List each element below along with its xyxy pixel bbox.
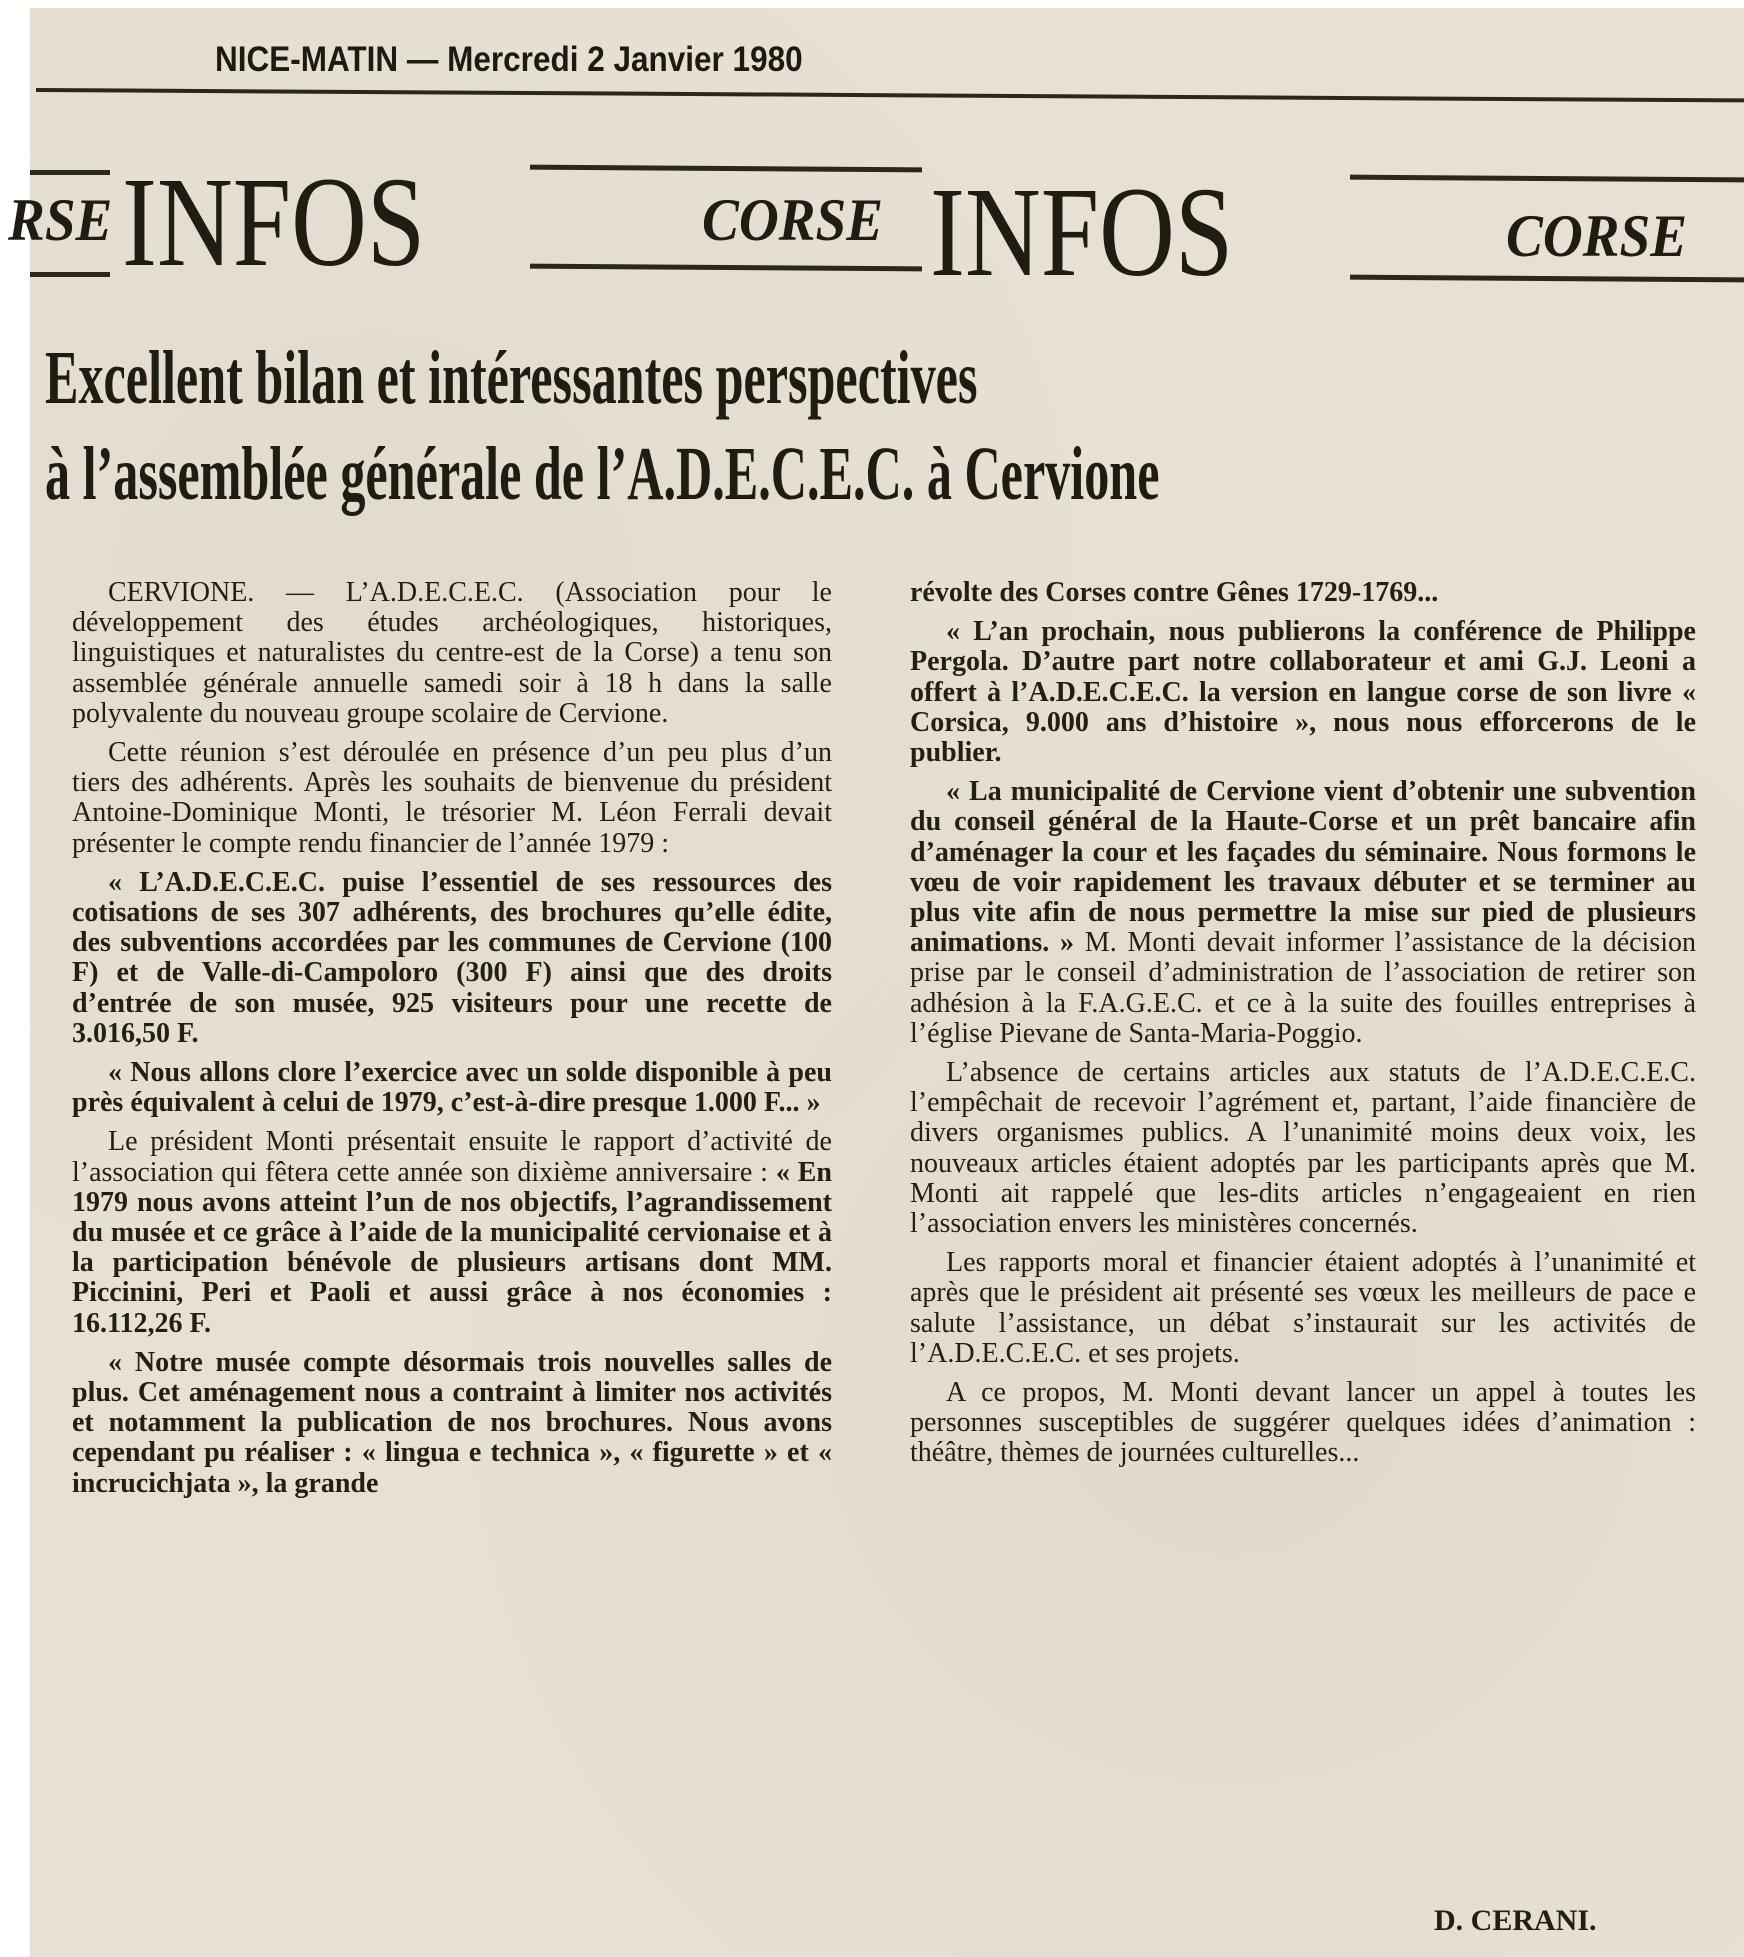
paragraph: A ce propos, M. Monti devant lancer un appel à toutes les personnes susceptibles de suggérer quelques idées d’animation : théâtre, thèmes de journées culturelles... bbox=[910, 1377, 1696, 1469]
paragraph-text: Le président Monti présentait ensuite le rapport d’activité de l’association qui fêtera cette année son dixième anniversaire : bbox=[72, 1126, 832, 1188]
banner-rule bbox=[530, 165, 922, 173]
paragraph bbox=[72, 1127, 832, 1338]
headline-line-2: à l’assemblée générale de l’A.D.E.C.E.C. à Cervione bbox=[45, 432, 1160, 516]
headline-line-1: Excellent bilan et intéressantes perspectives bbox=[45, 336, 978, 420]
article-column-right bbox=[910, 578, 1696, 1478]
paragraph: CERVIONE. — L’A.D.E.C.E.C. (Association pour le développement des études archéologiques, historiques, linguistiques et naturalistes du centre-est de la Corse) a tenu son assemblée générale annuelle samedi soir à 18 h dans la salle polyvalente du nouveau groupe scolaire de Cervione. bbox=[72, 577, 832, 729]
banner-rule bbox=[1350, 275, 1744, 283]
paragraph-quote: « Notre musée compte désormais trois nouvelles salles de plus. Cet aménagement nous a contraint à limiter nos activités et notamment la publication de nos brochures. Nous avons cependant pu réaliser : « lingua e technica », « figurette » et « incrucichjata », la grande bbox=[72, 1346, 832, 1499]
paragraph-quote: « L’an prochain, nous publierons la conférence de Philippe Pergola. D’autre part notre collaborateur et ami G.J. Leoni a offert à l’A.D.E.C.E.C. la version en langue corse de son livre « Corsica, 9.000 ans d’histoire », nous nous efforcerons de le publier. bbox=[910, 616, 1696, 769]
paragraph-text: M. Monti devait informer l’assistance de la décision prise par le conseil d’administration de l’association de retirer son adhésion à la F.A.G.E.C. et ce à la suite des fouilles entreprises à l’église Pievane de Santa-Maria-Poggio. bbox=[910, 927, 1696, 1049]
paragraph-quote-text: « En 1979 nous avons atteint l’un de nos objectifs, l’agrandissement du musée et ce grâce à l’aide de la municipalité cervionaise et à la participation bénévole de plusieurs artisans dont MM. Piccinini, Peri et Paoli et aussi grâce à nos économies : 16.112,26 F. bbox=[72, 1156, 832, 1339]
article-headline bbox=[45, 330, 1160, 522]
banner-infos: INFOS bbox=[122, 151, 426, 293]
section-banner bbox=[8, 151, 1744, 303]
paragraph bbox=[910, 777, 1696, 1049]
banner-rule bbox=[1350, 175, 1744, 183]
paragraph-quote: « Nous allons clore l’exercice avec un solde disponible à peu près équivalent à celui de 1979, c’est-à-dire presque 1.000 F... » bbox=[72, 1057, 832, 1119]
paragraph-quote: « L’A.D.E.C.E.C. puise l’essentiel de ses ressources des cotisations de ses 307 adhérents, des brochures qu’elle édite, des subventions accordées par les communes de Cervione (100 F) et de Valle-di-Campoloro (300 F) ainsi que des droits d’entrée de son musée, 925 visiteurs pour une recette de 3.016,50 F. bbox=[72, 866, 832, 1049]
paragraph: L’absence de certains articles aux statuts de l’A.D.E.C.E.C. l’empêchait de recevoir l’agrément et, partant, l’aide financière de divers organismes publics. A l’unanimité moins deux voix, les nouveaux articles étaient adoptés par les participants après que M. Monti ait rappelé que les-dits articles n’engageaient en rien l’association envers les ministères concernés. bbox=[910, 1057, 1696, 1240]
banner-corse: CORSE bbox=[702, 187, 884, 253]
banner-infos: INFOS bbox=[930, 161, 1234, 303]
newspaper-masthead: NICE-MATIN — Mercredi 2 Janvier 1980 bbox=[215, 40, 803, 79]
banner-rule bbox=[30, 272, 110, 277]
paragraph-quote: révolte des Corses contre Gênes 1729-1769... bbox=[910, 577, 1439, 608]
paragraph-quote-text: « La municipalité de Cervione vient d’obtenir une subvention du conseil général de la Haute-Corse et un prêt bancaire afin d’aménager la cour et les façades du séminaire. Nous formons le vœu de voir rapidement les travaux débuter et se terminer au plus vite afin de nous permettre la mise sur pied de plusieurs animations. » bbox=[910, 776, 1696, 959]
paragraph: Cette réunion s’est déroulée en présence d’un peu plus d’un tiers des adhérents. Après les souhaits de bienvenue du président Antoine-Dominique Monti, le trésorier M. Léon Ferrali devait présenter le compte rendu financier de l’année 1979 : bbox=[72, 737, 832, 859]
banner-corse-fragment: RSE bbox=[8, 187, 113, 253]
banner-rule bbox=[530, 264, 922, 272]
author-signature: D. CERANI. bbox=[1434, 1904, 1597, 1937]
paragraph: Les rapports moral et financier étaient adoptés à l’unanimité et après que le président ait présenté ses vœux les meilleurs de pace e salute l’assistance, un débat s’instaurait sur les activités de l’A.D.E.C.E.C. et ses projets. bbox=[910, 1247, 1696, 1369]
banner-rule bbox=[30, 170, 110, 175]
banner-corse: CORSE bbox=[1506, 203, 1688, 269]
article-column-left bbox=[72, 578, 832, 1508]
